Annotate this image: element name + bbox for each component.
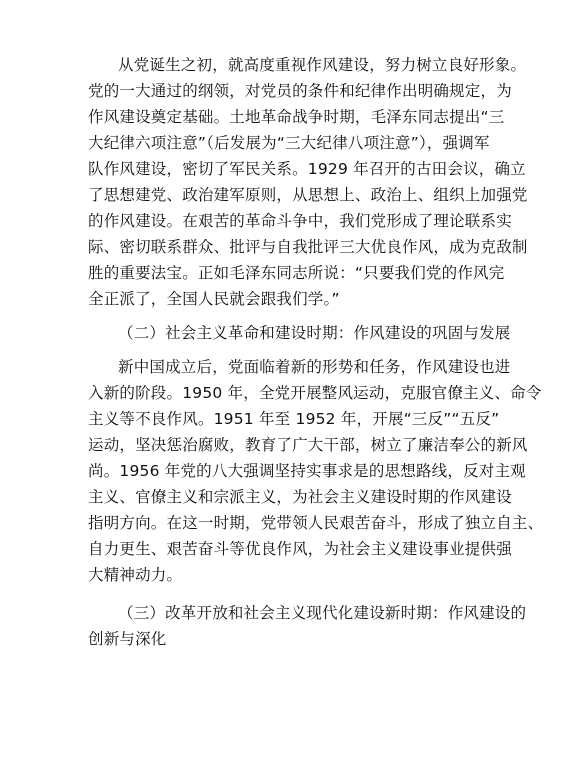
paragraph-line: 党的一大通过的纲领，对党员的条件和纪律作出明确规定，为 (88, 82, 512, 100)
paragraph-line: 大纪律六项注意”（后发展为“三大纪律八项注意”），强调军 (88, 134, 490, 152)
paragraph-line: 从党诞生之初，就高度重视作风建设，努力树立良好形象。 (118, 56, 527, 74)
paragraph-line: 指明方向。在这一时期，党带领人民艰苦奋斗，形成了独立自主、 (88, 514, 544, 532)
paragraph-line: 入新的阶段。1950 年，全党开展整风运动，克服官僚主义、命令 (88, 384, 542, 402)
paragraph-line: 了思想建党、政治建军原则，从思想上、政治上、组织上加强党 (88, 186, 528, 204)
paragraph-line: 大精神动力。 (88, 566, 183, 584)
paragraph-line: 运动，坚决惩治腐败，教育了广大干部，树立了廉洁奉公的新风 (88, 436, 528, 454)
paragraph-line: 新中国成立后，党面临着新的形势和任务，作风建设也进 (118, 358, 511, 376)
paragraph-line: 自力更生、艰苦奋斗等优良作风，为社会主义建设事业提供强 (88, 540, 512, 558)
paragraph-line: 的作风建设。在艰苦的革命斗争中，我们党形成了理论联系实 (88, 212, 512, 230)
paragraph-line: 队作风建设，密切了军民关系。1929 年召开的古田会议，确立 (88, 160, 526, 178)
paragraph-line: 主义等不良作风。1951 年至 1952 年，开展“三反”“五反” (88, 410, 500, 428)
paragraph-line: 全正派了，全国人民就会跟我们学。” (88, 290, 340, 308)
paragraph-line: 尚。1956 年党的八大强调坚持实事求是的思想路线，反对主观 (88, 462, 526, 480)
paragraph-line: 际、密切联系群众、批评与自我批评三大优良作风，成为克敌制 (88, 238, 528, 256)
section-heading: （三）改革开放和社会主义现代化建设新时期：作风建设的 (118, 604, 527, 622)
section-heading: 创新与深化 (88, 630, 167, 648)
paragraph-line: 作风建设奠定基础。土地革命战争时期，毛泽东同志提出“三 (88, 108, 505, 126)
paragraph-line: 主义、官僚主义和宗派主义，为社会主义建设时期的作风建设 (88, 488, 512, 506)
paragraph-line: 胜的重要法宝。正如毛泽东同志所说：“只要我们党的作风完 (88, 264, 505, 282)
section-heading: （二）社会主义革命和建设时期：作风建设的巩固与发展 (118, 324, 511, 342)
